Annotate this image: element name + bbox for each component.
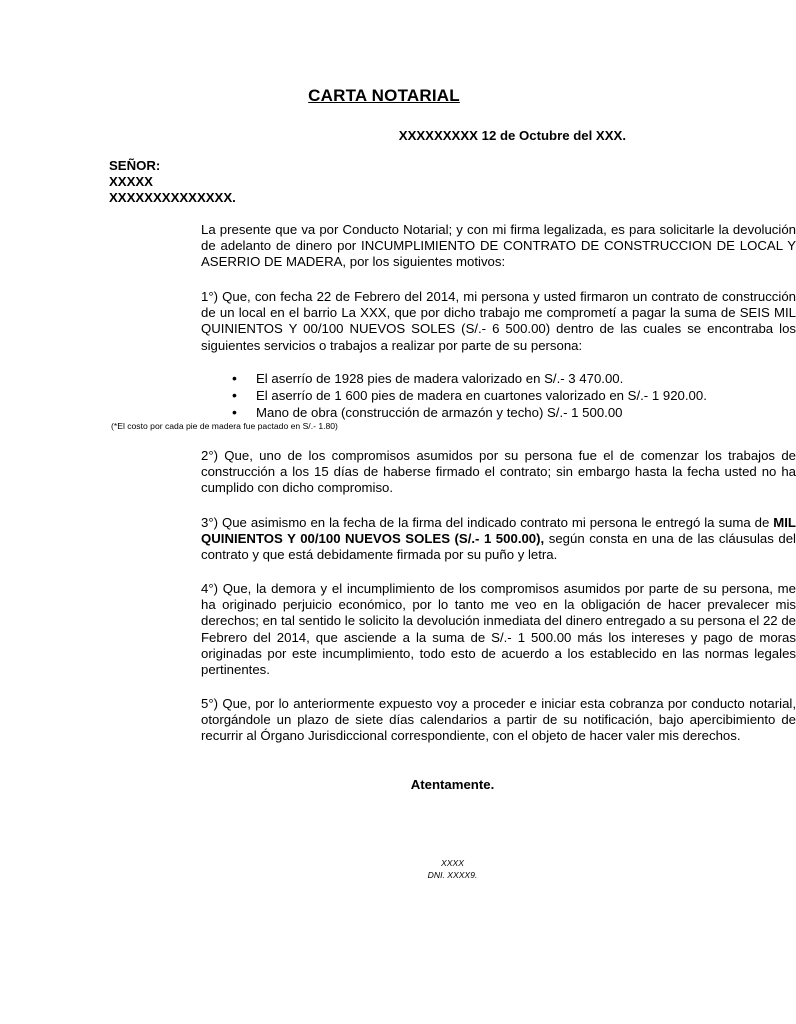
list-item (232, 387, 707, 404)
intro-paragraph: La presente que va por Conducto Notarial; y con mi firma legalizada, es para solicitarle la devolución de adelanto de dinero por INCUMPLIMIENTO DE CONTRATO DE CONSTRUCCION DE LOCAL Y ASERRIO DE MADERA, por los siguientes motivos: (201, 222, 796, 270)
signature-block (0, 857, 768, 881)
document-title: CARTA NOTARIAL (308, 86, 460, 105)
point-1-paragraph: 1°) Que, con fecha 22 de Febrero del 2014, mi persona y usted firmaron un contrato de construcción de un local en el barrio La XXX, que por dicho trabajo me comprometí a pagar la suma de SEIS MIL QUINIENTOS Y 00/100 NUEVOS SOLES (S/.- 6 500.00) dentro de las cuales se encontraba los siguientes servicios o trabajos a realizar por parte de su persona: (201, 289, 796, 353)
addressee-name: XXXXX (109, 174, 153, 189)
closing-line: Atentamente. (410, 777, 495, 792)
bullet-icon: • (232, 370, 237, 386)
list-item (232, 404, 707, 421)
addressee-detail: XXXXXXXXXXXXXX. (109, 190, 236, 205)
list-item-text: El aserrío de 1928 pies de madera valorizado en S/.- 3 470.00. (256, 371, 624, 386)
bullet-icon: • (232, 387, 237, 403)
list-item-text: El aserrío de 1 600 pies de madera en cuartones valorizado en S/.- 1 920.00. (256, 388, 707, 403)
point-4-paragraph: 4°) Que, la demora y el incumplimiento de los compromisos asumidos por parte de su persona, me ha originado perjuicio económico, por lo tanto me veo en la obligación de hacer prevalecer mis derechos; en tal sentido le solicito la devolución inmediata del dinero entregado a su persona el 22 de Febrero del 2014, que asciende a la suma de S/.- 1 500.00 más los intereses y pago de moras originadas por este incumplimiento, todo esto de acuerdo a los establecido en las normas legales pertinentes. (201, 581, 796, 678)
date-line: XXXXXXXXX 12 de Octubre del XXX. (398, 128, 626, 143)
services-list (232, 370, 707, 421)
signature-dni: DNI. XXXX9. (427, 870, 478, 880)
point-2-paragraph: 2°) Que, uno de los compromisos asumidos por su persona fue el de comenzar los trabajos de construcción a los 15 días de haberse firmado el contrato; sin embargo hasta la fecha usted no ha cumplido con dicho compromiso. (201, 448, 796, 496)
signature-name: XXXX (441, 858, 464, 868)
point-3-paragraph (109, 515, 796, 564)
bullet-icon: • (232, 404, 237, 420)
addressee-block (109, 158, 236, 206)
point-3-amount: MIL QUINIENTOS Y 00/100 NUEVOS SOLES (S/.- 1 500.00), (201, 515, 796, 547)
list-item (232, 370, 707, 387)
point-3-text-start: 3°) Que asimismo en la fecha de la firma del indicado contrato mi persona le entregó la suma de (201, 515, 774, 530)
addressee-salutation: SEÑOR: (109, 158, 161, 173)
point-3-text-end: según consta en una de las cláusulas del contrato y que está debidamente firmada por su puño y letra. (201, 531, 796, 563)
footnote: (*El costo por cada pie de madera fue pactado en S/.- 1.80) (111, 421, 338, 431)
list-item-text: Mano de obra (construcción de armazón y techo) S/.- 1 500.00 (256, 405, 623, 420)
point-5-paragraph: 5°) Que, por lo anteriormente expuesto voy a proceder e iniciar esta cobranza por conducto notarial, otorgándole un plazo de siete días calendarios a partir de su notificación, bajo apercibimiento de recurrir al Órgano Jurisdiccional correspondiente, con el objeto de hacer valer mis derechos. (201, 696, 796, 744)
